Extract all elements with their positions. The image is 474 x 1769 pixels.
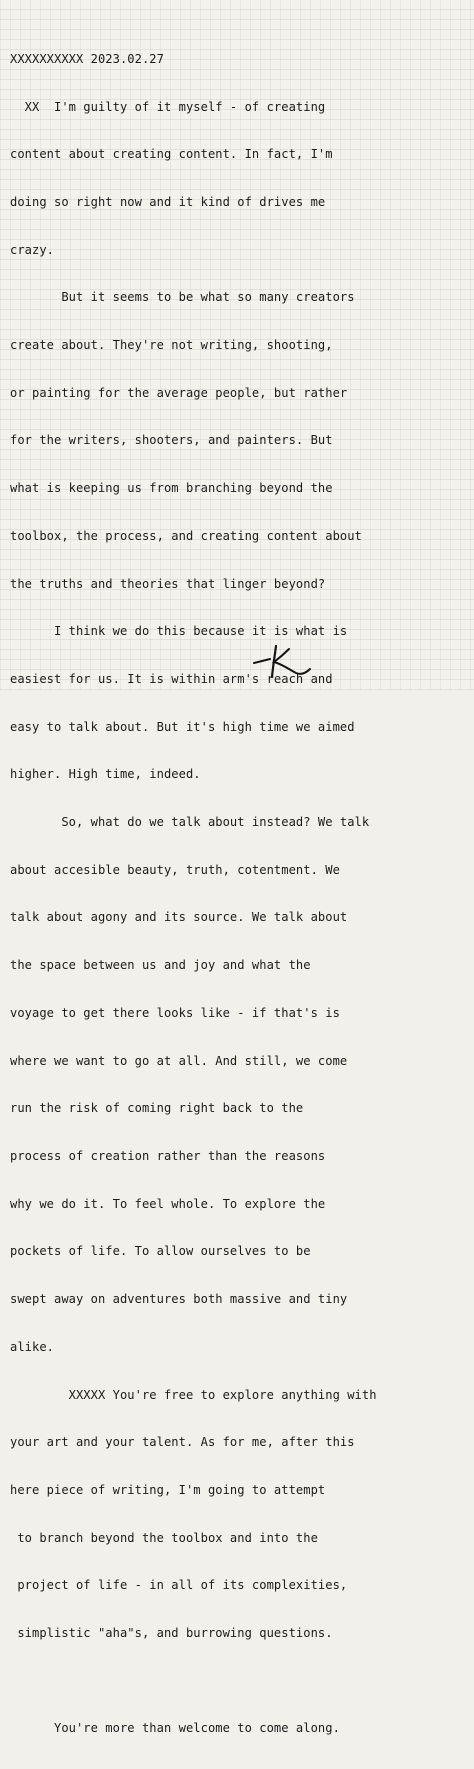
- text-line: voyage to get there looks like - if that's is: [10, 1005, 340, 1020]
- text-line: swept away on adventures both massive and tiny: [10, 1292, 348, 1307]
- text-line: content about creating content. In fact, I'm: [10, 147, 333, 162]
- text-line: XX I'm guilty of it myself - of creating: [10, 99, 326, 114]
- text-line: simplistic "aha"s, and burrowing questions.: [10, 1626, 333, 1641]
- text-line: to branch beyond the toolbox and into the: [10, 1530, 318, 1545]
- text-line: crazy.: [10, 242, 54, 257]
- blank-line: [10, 1674, 468, 1690]
- text-line: XXXXX You're free to explore anything with: [10, 1387, 377, 1402]
- text-line: pockets of life. To allow ourselves to be: [10, 1244, 311, 1259]
- text-line: So, what do we talk about instead? We talk: [10, 815, 370, 830]
- text-line: higher. High time, indeed.: [10, 767, 201, 782]
- text-line: easiest for us. It is within arm's reach and: [10, 671, 333, 686]
- text-line: run the risk of coming right back to the: [10, 1101, 304, 1116]
- text-line: the space between us and joy and what the: [10, 958, 311, 973]
- text-line: for the writers, shooters, and painters. But: [10, 433, 333, 448]
- text-line: toolbox, the process, and creating content about: [10, 528, 362, 543]
- text-line: easy to talk about. But it's high time we aimed: [10, 719, 355, 734]
- text-line: about accesible beauty, truth, cotentment. We: [10, 862, 340, 877]
- text-line: where we want to go at all. And still, we come: [10, 1053, 348, 1068]
- text-line: talk about agony and its source. We talk about: [10, 910, 348, 925]
- handwritten-signature-icon: [252, 640, 312, 680]
- text-line: why we do it. To feel whole. To explore the: [10, 1196, 326, 1211]
- letter-body: [10, 20, 468, 1769]
- text-line: process of creation rather than the reasons: [10, 1148, 326, 1163]
- text-line: here piece of writing, I'm going to attempt: [10, 1482, 326, 1497]
- text-line: the truths and theories that linger beyond?: [10, 576, 326, 591]
- closing-line: You're more than welcome to come along.: [10, 1721, 340, 1736]
- text-line: alike.: [10, 1339, 54, 1354]
- date-line: XXXXXXXXXX 2023.02.27: [10, 51, 164, 66]
- text-line: But it seems to be what so many creators: [10, 290, 355, 305]
- text-line: your art and your talent. As for me, after this: [10, 1435, 355, 1450]
- text-line: project of life - in all of its complexities,: [10, 1578, 348, 1593]
- text-line: doing so right now and it kind of drives me: [10, 194, 326, 209]
- text-line: what is keeping us from branching beyond the: [10, 481, 333, 496]
- text-line: I think we do this because it is what is: [10, 624, 348, 639]
- text-line: create about. They're not writing, shooting,: [10, 338, 333, 353]
- text-line: or painting for the average people, but rather: [10, 385, 348, 400]
